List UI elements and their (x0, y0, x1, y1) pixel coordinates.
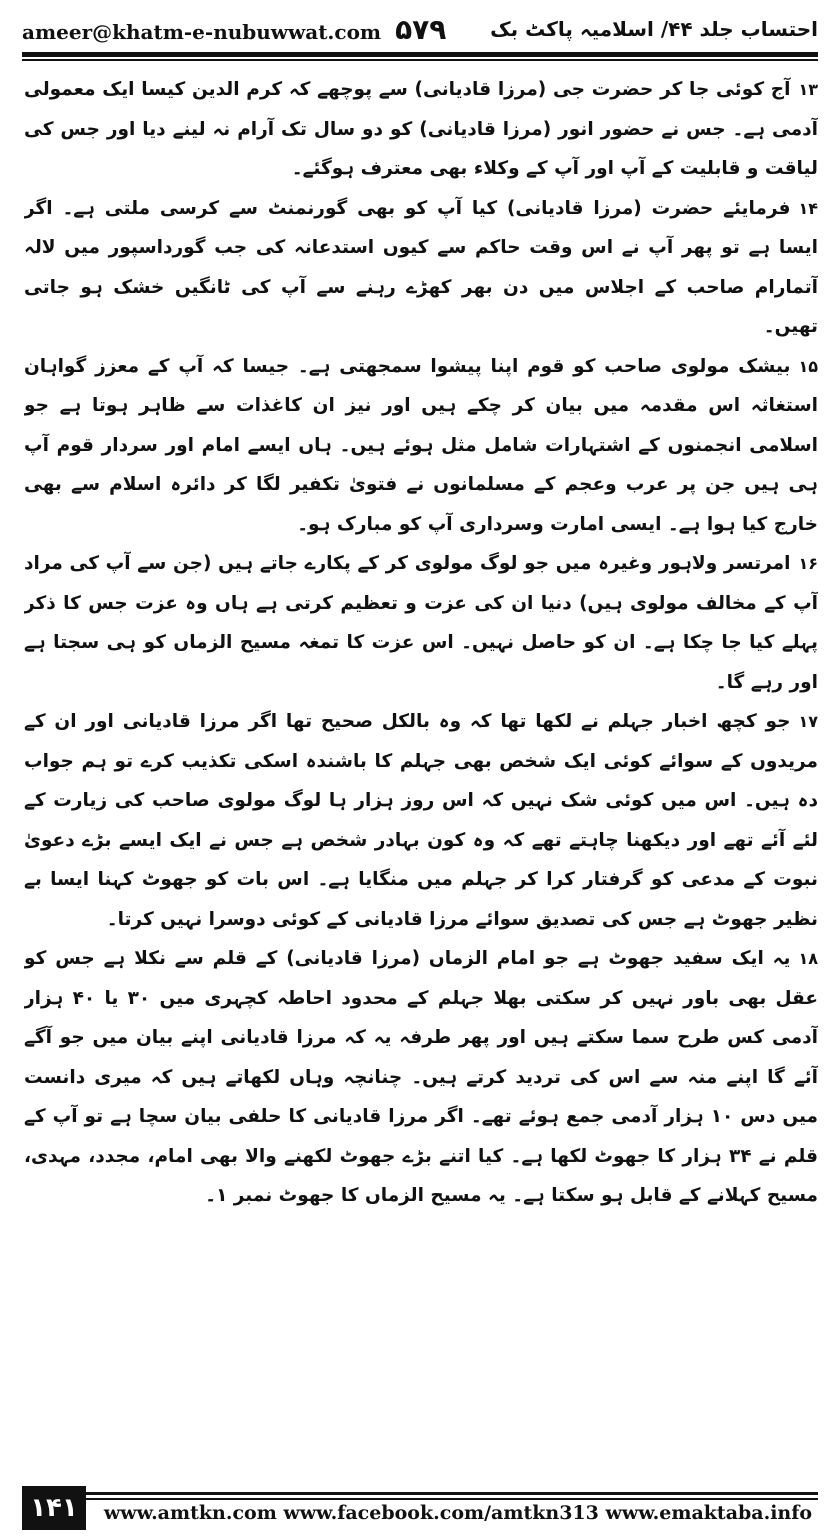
paragraph-13 (24, 70, 818, 189)
paragraph-14 (24, 189, 818, 347)
page-footer (22, 1486, 818, 1530)
paragraph-text: جو کچھ اخبار جہلم نے لکھا تھا کہ وہ بالکل صحیح تھا اگر مرزا قادیانی اور ان کے مریدوں کے سوائے کوئی ایک شخص بھی جہلم کا باشندہ اسکی تکذیب کرے تو ہم جواب دہ ہیں۔ اس میں کوئی شک نہیں کہ اس روز ہزار ہا لوگ مولوی صاحب کی زیارت کے لئے آئے تھے اور دیکھنا چاہتے تھے کہ وہ کون بہادر شخص ہے جس نے ایک ایسے بڑے دعویٰ نبوت کے مدعی کو گرفتار کرا کر جہلم میں منگایا ہے۔ اس بات کو جھوٹ کہنا ایسا بے نظیر جھوٹ ہے جس کی تصدیق سوائے مرزا قادیانی کے کوئی دوسرا نہیں کرتا۔ (24, 711, 818, 930)
footer-rule-thick (22, 1492, 818, 1495)
paragraph-15 (24, 347, 818, 545)
paragraph-text: امرتسر ولاہور وغیرہ میں جو لوگ مولوی کر کے پکارے جاتے ہیں (جن سے آپ کی مراد آپ کے مخالف مولوی ہیں) دنیا ان کی عزت و تعظیم کرتی ہے ہاں وہ عزت جس کا ذکر پہلے کیا جا چکا ہے۔ ان کو حاصل نہیں۔ اس عزت کا تمغہ مسیح الزماں کو ہی سجتا ہے اور رہے گا۔ (24, 553, 818, 693)
paragraph-number: ۱۵ (798, 356, 818, 376)
paragraph-text: آج کوئی جا کر حضرت جی (مرزا قادیانی) سے پوچھے کہ کرم الدین کیسا ایک معمولی آدمی ہے۔ جس نے حضور انور (مرزا قادیانی) کو دو سال تک آرام نہ لینے دیا اور جس کی لیاقت و قابلیت کے آپ اور آپ کے وکلاء بھی معترف ہوگئے۔ (24, 79, 818, 179)
header-rule-thick (22, 52, 818, 57)
footer-page-label: ۱۴۱ (22, 1486, 86, 1530)
paragraph-text: یہ ایک سفید جھوٹ ہے جو امام الزماں (مرزا قادیانی) کے قلم سے نکلا ہے جس کو عقل بھی باور نہیں کر سکتی بھلا جہلم کے محدود احاطہ کچہری میں ۳۰ یا ۴۰ ہزار آدمی کس طرح سما سکتے ہیں اور پھر طرفہ یہ کہ مرزا قادیانی اپنے بیان میں جو آگے آئے گا اپنے منہ سے اس کی تردید کرتے ہیں۔ چنانچہ وہاں لکھاتے ہیں کہ میری دانست میں دس ۱۰ ہزار آدمی جمع ہوئے تھے۔ اگر مرزا قادیانی کا حلفی بیان سچا ہے تو آپ کے قلم نے ۳۴ ہزار کا جھوٹ لکھا ہے۔ کیا اتنے بڑے جھوٹ لکھنے والا بھی امام، مجدد، مہدی، مسیح کہلانے کے قابل ہو سکتا ہے۔ یہ مسیح الزماں کا جھوٹ نمبر ۱۔ (24, 948, 818, 1206)
paragraph-number: ۱۶ (798, 554, 818, 573)
paragraph-18 (24, 939, 818, 1216)
paragraph-16 (24, 544, 818, 702)
paragraph-number: ۱۴ (798, 198, 818, 218)
paragraph-text: بیشک مولوی صاحب کو قوم اپنا پیشوا سمجھتی ہے۔ جیسا کہ آپ کے معزز گواہان استغاثہ اس مقدمہ میں بیان کر چکے ہیں اور نیز ان کاغذات سے ظاہر ہوتا ہے جو اسلامی انجمنوں کے اشتہارات شامل مثل ہوئے ہیں۔ ہاں ایسے امام اور سردار قوم آپ ہی ہیں جن پر عرب وعجم کے مسلمانوں نے فتویٰ تکفیر لگا کر دائرہ اسلام سے بھی خارج کیا ہوا ہے۔ ایسی امارت وسرداری آپ کو مبارک ہو۔ (24, 355, 818, 535)
header-page-number: ۵۷۹ (395, 12, 447, 46)
footer-rule-thin (22, 1498, 818, 1500)
paragraph-17 (24, 702, 818, 939)
paragraph-number: ۱۳ (798, 80, 818, 99)
paragraph-number: ۱۸ (798, 949, 818, 968)
header-book-title: احتساب جلد ۴۴/ اسلامیہ پاکٹ بک (490, 17, 818, 41)
page-header (22, 8, 818, 50)
paragraph-text: فرمایئے حضرت (مرزا قادیانی) کیا آپ کو بھی گورنمنٹ سے کرسی ملتی ہے۔ اگر ایسا ہے تو پھر آپ نے اس وقت حاکم سے کیوں استدعانہ کی جب گورداسپور میں لالہ آتمارام صاحب کے اجلاس میں دن بھر کھڑے رہنے سے آپ کی ٹانگیں خشک ہو جاتی تھیں۔ (24, 197, 818, 337)
paragraph-number: ۱۷ (798, 712, 818, 731)
header-email: ameer@khatm-e-nubuwwat.com (22, 19, 382, 44)
page-body (24, 70, 818, 1470)
header-left (22, 13, 446, 46)
header-rule-thin (22, 59, 818, 61)
footer-links: www.amtkn.com www.facebook.com/amtkn313 www.emaktaba.info (103, 1502, 813, 1524)
